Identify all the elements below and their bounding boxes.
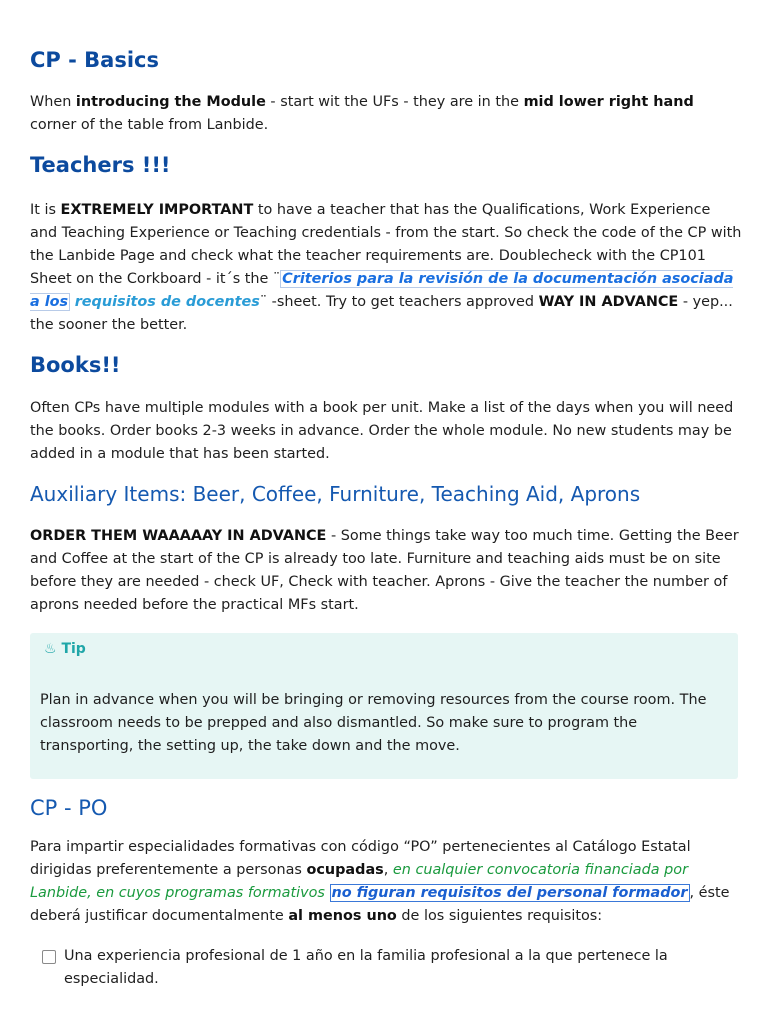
tip-body: Plan in advance when you will be bringing or removing resources from the course room. The classroom needs to be prepped and also dismantled. So make sure to program the transporting, the setting up, the take down and the move. (40, 692, 707, 754)
heading-auxiliary-items: Auxiliary Items: Beer, Coffee, Furniture, Teaching Aid, Aprons (30, 482, 641, 506)
tip-callout (30, 633, 738, 779)
paragraph-cp-basics: When introducing the Module - start wit the UFs - they are in the mid lower right hand corner of the table from Lanbide. (30, 94, 694, 133)
requisitos-docentes-link[interactable]: requisitos de docentes (74, 294, 260, 310)
criterios-link[interactable]: Criterios para la revisión de la documentación asociada a los (30, 271, 734, 310)
checklist-item-label: Una experiencia profesional de 1 año en la familia profesional a la que pertenece la especialidad. (64, 948, 668, 987)
paragraph-auxiliary: ORDER THEM WAAAAAY IN ADVANCE - Some things take way too much time. Getting the Beer and Coffee at the start of the CP is already too late. Furniture and teaching aids must be on site before they are needed - check UF, Check with teacher. Aprons - Give the teacher the number of aprons needed before the practical MFs start. (30, 528, 739, 613)
tip-title (44, 641, 86, 657)
requisitos-formador-link[interactable]: no figuran requisitos del personal formador (331, 885, 688, 901)
paragraph-teachers: It is EXTREMELY IMPORTANT to have a teacher that has the Qualifications, Work Experience and Teaching Experience or Teaching credentials - from the start. So check the code of the CP with the Lanbide Page and check what the teacher requirements are. Doublecheck with the CP101 Sheet on the Corkboard - it´s the ¨ Criterios para la revisión de la documentación asociada a los requisitos de docentes¨ -sheet. Try to get teachers approved WAY IN ADVANCE - yep... the sooner the better. (30, 202, 742, 333)
flame-icon: ♨ (44, 641, 57, 657)
tip-label: Tip (61, 641, 86, 657)
paragraph-cp-po: Para impartir especialidades formativas con código “PO” pertenecientes al Catálogo Estatal dirigidas preferentemente a personas ocupadas, en cualquier convocatoria financiada por Lanbide, en cuyos programas formativos no figuran requisitos del personal formador , éste deberá justificar documentalmente al menos uno de los siguientes requisitos: (30, 839, 730, 924)
heading-cp-basics: CP - Basics (30, 48, 159, 72)
checkbox[interactable] (42, 950, 56, 964)
heading-books: Books!! (30, 353, 121, 377)
heading-teachers: Teachers !!! (30, 153, 171, 177)
paragraph-books: Often CPs have multiple modules with a book per unit. Make a list of the days when you will need the books. Order books 2-3 weeks in advance. Order the whole module. No new students may be added in a module that has been started. (30, 400, 734, 462)
heading-cp-po: CP - PO (30, 796, 108, 820)
